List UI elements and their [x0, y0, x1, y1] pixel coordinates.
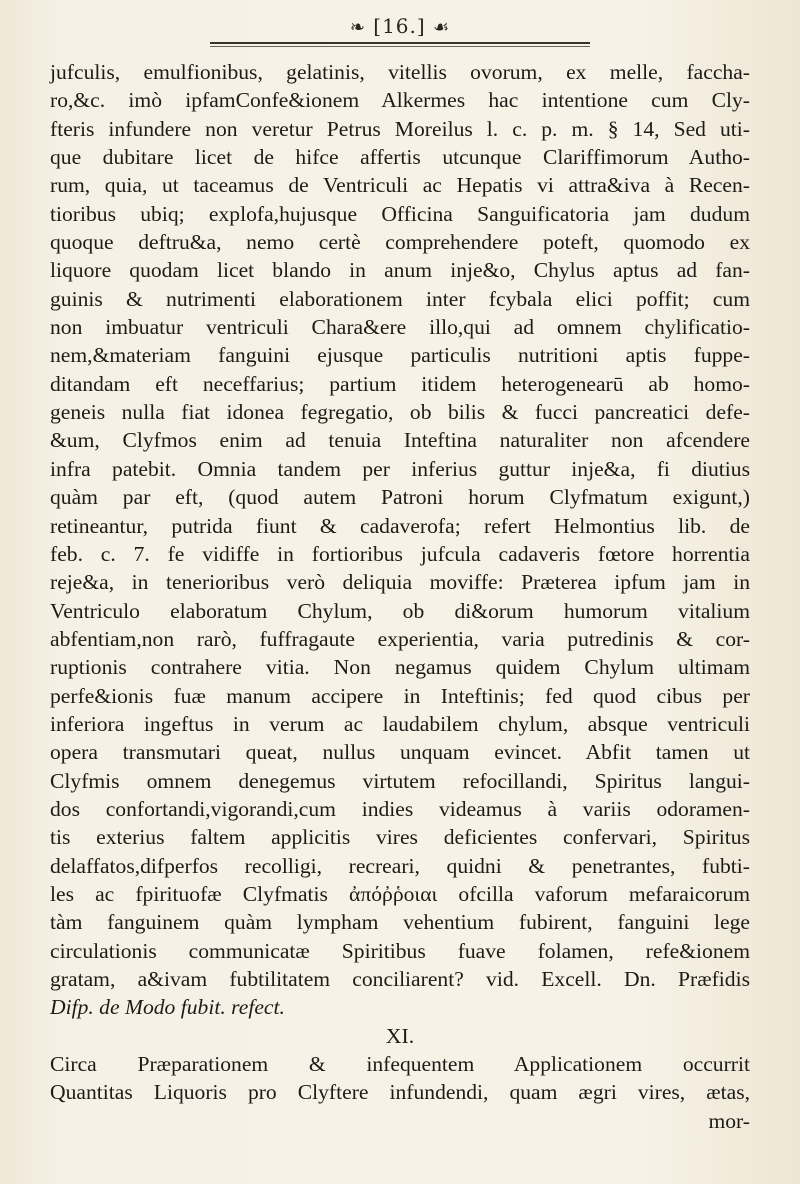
text-line: reje&a, in tenerioribus verò deliquia moviffe: Præterea ipfum jam in: [50, 570, 750, 595]
text-line: retineantur, putrida fiunt & cadaverofa; refert Helmontius lib. de: [50, 513, 750, 538]
header-rule: [210, 42, 590, 47]
text-line: ruptionis contrahere vitia. Non negamus quidem Chylum ultimam: [50, 655, 750, 680]
text-line: tàm fanguinem quàm lympham vehentium fubirent, fanguini lege: [50, 910, 750, 935]
text-line: non imbuatur ventriculi Chara&ere illo,qui ad omnem chylificatio-: [50, 315, 750, 340]
text-line: les ac fpirituofæ Clyfmatis ἀπόῤῥοιαι ofcilla vaforum mefaraicorum: [50, 881, 750, 906]
text-line: Quantitas Liquoris pro Clyftere infundendi, quam ægri vires, ætas,: [50, 1080, 750, 1105]
text-line: tioribus ubiq; explofa,hujusque Officina Sanguificatoria jam dudum: [50, 201, 750, 226]
text-line: infra patebit. Omnia tandem per inferius guttur inje&a, fi diutius: [50, 456, 750, 481]
text-line: jufculis, emulfionibus, gelatinis, vitellis ovorum, ex melle, faccha-: [50, 60, 750, 84]
text-line: Clyfmis omnem denegemus virtutem refocillandi, Spiritus langui-: [50, 768, 750, 793]
section-number: XI.: [385, 1023, 415, 1048]
text-line: dos confortandi,vigorandi,cum indies videamus à variis odoramen-: [50, 796, 750, 821]
text-line: nem,&materiam fanguini ejusque particulis nutritioni aptis fuppe-: [50, 343, 750, 368]
text-line: ro,&c. imò ipfamConfe&ionem Alkermes hac intentione cum Cly-: [50, 88, 750, 113]
left-ornament-icon: ❧: [349, 17, 366, 38]
text-line: Circa Præparationem & infequentem Applicationem occurrit: [50, 1052, 750, 1077]
page-number: [16.]: [373, 14, 426, 38]
text-line: delaffatos,difperfos recolligi, recreari, quidni & penetrantes, fubti-: [50, 853, 750, 878]
text-line: que dubitare licet de hifce affertis utcunque Clariffimorum Autho-: [50, 145, 750, 170]
text-line: rum, quia, ut taceamus de Ventriculi ac Hepatis vi attra&iva à Recen-: [50, 173, 750, 198]
text-line: feb. c. 7. fe vidiffe in fortioribus jufcula cadaveris fœtore horrentia: [50, 541, 750, 566]
text-line: opera transmutari queat, nullus unquam evincet. Abfit tamen ut: [50, 740, 750, 765]
text-line: circulationis communicatæ Spiritibus fuave folamen, refe&ionem: [50, 938, 750, 963]
text-line: quoque deftru&a, nemo certè comprehendere poteft, quomodo ex: [50, 230, 750, 255]
page-header: [0, 14, 800, 38]
body-text: [50, 58, 750, 1135]
text-line: fteris infundere non veretur Petrus Moreilus l. c. p. m. § 14, Sed uti-: [50, 116, 750, 141]
text-line: inferiora ingeftus in verum ac laudabilem chylum, absque ventriculi: [50, 711, 750, 736]
text-line: perfe&ionis fuæ manum accipere in Inteftinis; fed quod cibus per: [50, 683, 750, 708]
text-line: guinis & nutrimenti elaborationem inter fcybala elici poffit; cum: [50, 286, 750, 311]
right-ornament-icon: ☙: [433, 17, 451, 38]
catchword: mor-: [708, 1108, 750, 1133]
text-line: ditandam eft neceffarius; partium itidem heterogenearū ab homo-: [50, 371, 750, 396]
text-line: &um, Clyfmos enim ad tenuia Inteftina naturaliter non afcendere: [50, 428, 750, 453]
text-line: Ventriculo elaboratum Chylum, ob di&orum humorum vitalium: [50, 598, 750, 623]
text-line: liquore quodam licet blando in anum inje&o, Chylus aptus ad fan-: [50, 258, 750, 283]
text-line: abfentiam,non rarò, fuffragaute experientia, varia putredinis & cor-: [50, 626, 750, 651]
text-line: gratam, a&ivam fubtilitatem conciliarent? vid. Excell. Dn. Præfidis: [50, 967, 750, 991]
text-line: tis exterius faltem applicitis vires deficientes confervari, Spiritus: [50, 825, 750, 850]
text-line: Difp. de Modo fubit. refect.: [50, 995, 285, 1020]
text-line: geneis nulla fiat idonea fegregatio, ob bilis & fucci pancreatici defe-: [50, 400, 750, 425]
text-line: quàm par eft, (quod autem Patroni horum Clyfmatum exigunt,): [50, 485, 750, 510]
